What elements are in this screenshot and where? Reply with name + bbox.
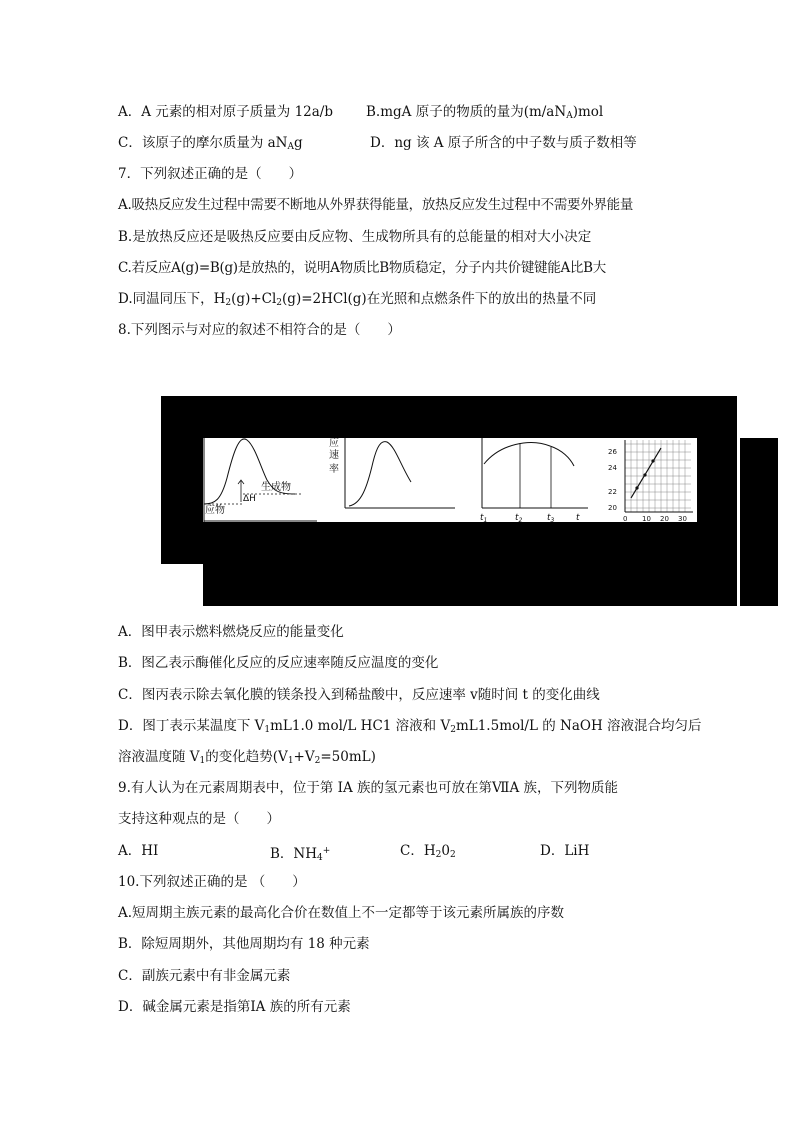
q6-option-b: B.mgA 原子的物质的量为$(m/aN_A)mol$: [366, 104, 604, 121]
fig2-ylabel-3: 率: [329, 464, 339, 475]
fig-rate-vs-time: [470, 438, 600, 522]
q6-option-d: D．ng 该 A 原子所含的中子数与质子数相等: [370, 135, 637, 151]
q6-option-c: C．该原子的摩尔质量为 $aN_Ag$: [118, 135, 303, 152]
fig4-ytick-26: 26: [608, 448, 617, 456]
q9-stem-line1: 9.有人认为在元素周期表中，位于第 IA 族的氢元素也可放在第ⅦA 族，下列物质能: [118, 780, 619, 796]
fig-temperature-vs-volume: [607, 438, 697, 522]
fig-enzyme-rate: [327, 438, 457, 522]
q10-option-a: A.短周期主族元素的最高化合价在数值上不一定都等于该元素所属族的序数: [118, 905, 565, 921]
q6-option-a: [118, 103, 333, 121]
fig-label-reactant: 应物: [205, 505, 225, 516]
q8-option-d: D．图丁表示某温度下 $V_1mL1.0$ mol/L HC1 溶液和 $V_2mL1.5mol/L$ 的 NaOH 溶液混合均匀后: [118, 718, 702, 735]
q10-option-b: B．除短周期外，其他周期均有 18 种元素: [118, 936, 370, 952]
q8-stem: 8.下列图示与对应的叙述不相符合的是（ ）: [118, 322, 401, 338]
figure-frame-lower: [203, 564, 737, 606]
q10-stem: 10.下列叙述正确的是 （ ）: [118, 874, 306, 890]
fig-label-product: 生成物: [261, 482, 291, 493]
figure-frame-bottom: [161, 522, 737, 564]
fig-label-delta-h: ΔH: [243, 494, 256, 504]
fig2-ylabel-1: 应: [329, 438, 339, 449]
q6-option-a-text: A．A 元素的相对原子质量为 12a/b: [118, 104, 333, 120]
fig3-t1: $t_1$: [480, 513, 488, 522]
q9-option-c: C．$H_20_2$: [400, 843, 456, 860]
figure-frame-left: [161, 438, 203, 522]
q10-option-c: C．副族元素中有非金属元素: [118, 968, 291, 984]
fig4-ytick-22: 22: [608, 488, 617, 496]
q10-option-d: D．碱金属元素是指第ⅠA 族的所有元素: [118, 999, 351, 1015]
fig4-xtick-10: 10: [642, 515, 651, 522]
q8-option-d-continued: 溶液温度随 $V_1$的变化趋势$(V_1+V_2=50mL)$: [118, 749, 376, 766]
q8-option-c: C．图丙表示除去氧化膜的镁条投入到稀盐酸中，反应速率 v随时间 t 的变化曲线: [118, 687, 600, 703]
q7-option-d: D.同温同压下，$H_2(g)+Cl_2(g)=2HCl(g)$在光照和点燃条件下的放出的热量不同: [118, 291, 597, 308]
fig3-t2: $t_2$: [515, 513, 523, 522]
fig4-xtick-30: 30: [678, 515, 687, 522]
q7-stem: 7．下列叙述正确的是（ ）: [118, 166, 303, 182]
q9-option-a: A．HI: [118, 843, 159, 859]
q7-option-b: B.是放热反应还是吸热反应要由反应物、生成物所具有的总能量的相对大小决定: [118, 229, 592, 245]
fig2-ylabel-2: 速: [329, 450, 339, 461]
figure-frame-top: [161, 396, 737, 438]
q7-option-a: A.吸热反应发生过程中需要不断地从外界获得能量，放热反应发生过程中不需要外界能量: [118, 197, 634, 213]
q8-option-b: B．图乙表示酶催化反应的反应速率随反应温度的变化: [118, 655, 439, 671]
fig-energy-profile: [203, 438, 317, 522]
figure-frame-right: [697, 438, 737, 522]
fig4-xtick-20: 20: [660, 515, 669, 522]
fig3-t3: $t_3$: [547, 513, 555, 522]
fig3-t-axis: t: [576, 513, 580, 522]
q9-option-b: B．$NH_4^+$: [270, 846, 331, 863]
q8-option-a: A．图甲表示燃料燃烧反应的能量变化: [118, 624, 344, 640]
q9-stem-line2: 支持这种观点的是（ ）: [118, 811, 280, 827]
fig4-ytick-24: 24: [608, 464, 617, 472]
q9-option-d: D．LiH: [540, 843, 590, 859]
q7-option-c: C.若反应A(g)=B(g)是放热的，说明A物质比B物质稳定，分子内共价键键能A比B大: [118, 260, 606, 276]
fig4-xtick-0: 0: [623, 515, 628, 522]
figure-side-bar: [740, 438, 778, 606]
fig4-ytick-20: 20: [608, 504, 617, 512]
